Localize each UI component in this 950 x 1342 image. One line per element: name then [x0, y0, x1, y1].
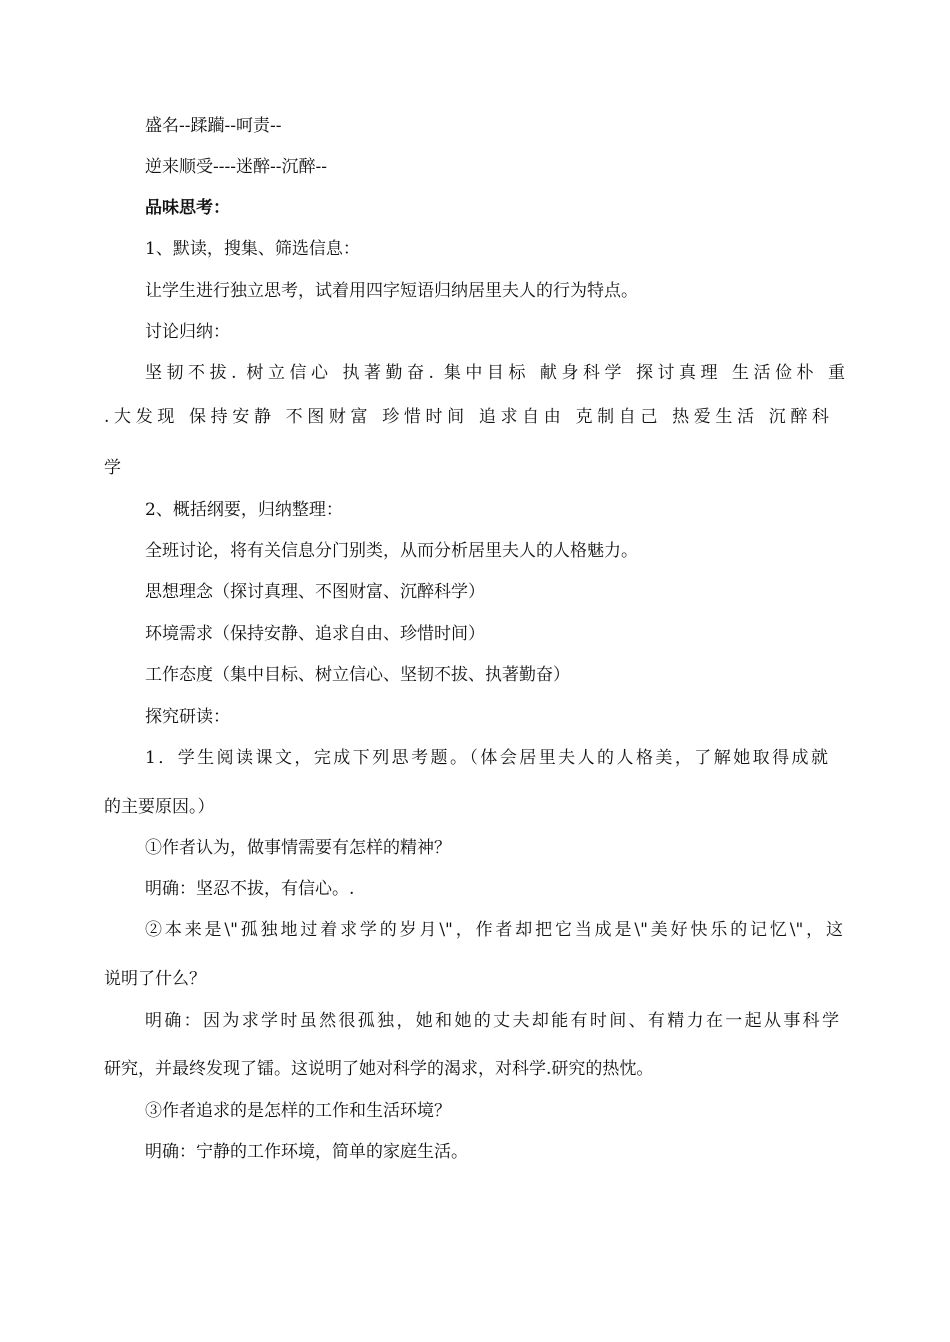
text-line: 学 [104, 458, 121, 478]
text-line: 坚韧不拔. 树立信心 执著勤奋. 集中目标 献身科学 探讨真理 生活俭朴 重 [145, 363, 845, 383]
text-line: .大发现 保持安静 不图财富 珍惜时间 追求自由 克制自己 热爱生活 沉醉科 [104, 407, 829, 427]
text-line: 讨论归纳： [145, 322, 230, 342]
text-line: 盛名--蹂躏--呵责-- [145, 116, 282, 136]
text-line: 全班讨论，将有关信息分门别类，从而分析居里夫人的人格魅力。 [145, 541, 638, 561]
text-line: 环境需求（保持安静、追求自由、珍惜时间） [145, 624, 485, 644]
text-line: 明确：宁静的工作环境，简单的家庭生活。 [145, 1142, 468, 1162]
text-line: 说明了什么？ [104, 969, 206, 989]
text-line: 的主要原因。） [104, 797, 215, 817]
text-line: 1、默读，搜集、筛选信息： [145, 239, 360, 259]
section-heading: 探究研读： [145, 707, 230, 727]
text-line: 研究，并最终发现了镭。这说明了她对科学的渴求，对科学.研究的热忱。 [104, 1059, 654, 1079]
text-line: ②本来是\"孤独地过着求学的岁月\"，作者却把它当成是\"美好快乐的记忆\"，这 [145, 920, 843, 940]
text-line: 逆来顺受----迷醉--沉醉-- [145, 157, 327, 177]
section-heading: 品味思考： [145, 198, 230, 218]
text-line: 让学生进行独立思考，试着用四字短语归纳居里夫人的行为特点。 [145, 281, 638, 301]
text-line: ①作者认为，做事情需要有怎样的精神？ [145, 838, 451, 858]
text-line: 工作态度（集中目标、树立信心、坚韧不拔、执著勤奋） [145, 665, 570, 685]
text-line: 1．学生阅读课文，完成下列思考题。（体会居里夫人的人格美，了解她取得成就 [145, 748, 828, 768]
text-line: 明确：坚忍不拔，有信心。. [145, 879, 355, 899]
text-line: ③作者追求的是怎样的工作和生活环境？ [145, 1101, 451, 1121]
text-line: 明确：因为求学时虽然很孤独，她和她的丈夫却能有时间、有精力在一起从事科学 [145, 1011, 839, 1031]
text-line: 思想理念（探讨真理、不图财富、沉醉科学） [145, 582, 485, 602]
text-line: 2、概括纲要，归纳整理： [145, 500, 343, 520]
